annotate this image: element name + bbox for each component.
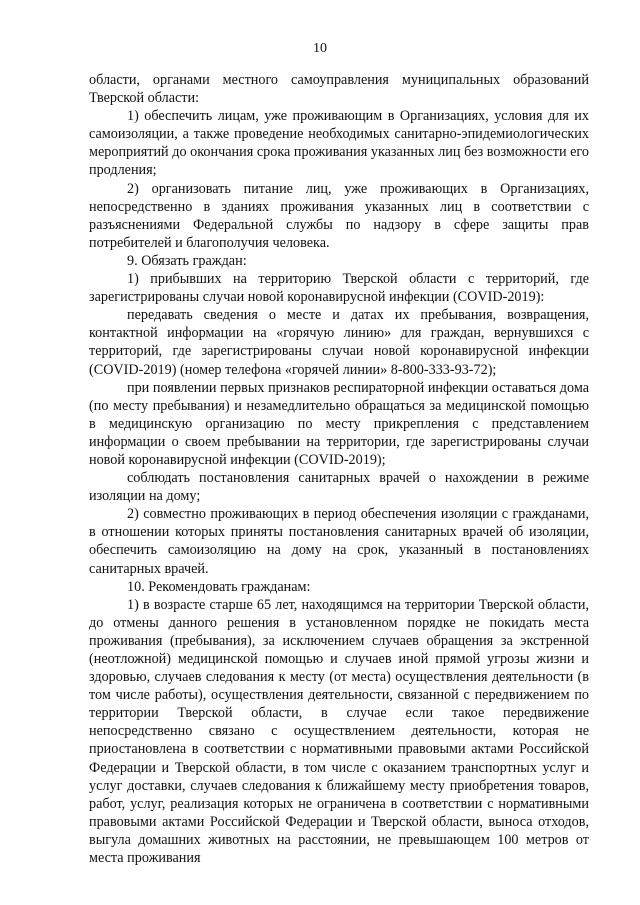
page-number: 10 (313, 41, 327, 56)
document-body (89, 71, 589, 867)
paragraph: передавать сведения о месте и датах их пребывания, возвращения, контактной информации на «горячую линию» для граждан, вернувшихся с территорий, где зарегистрированы случаи новой коронавирусной инфекции (COVID-2019) (номер телефона «горячей линии» 8-800-333-93-72); (89, 307, 589, 378)
paragraph: 2) совместно проживающих в период обеспечения изоляции с гражданами, в отношении которых приняты постановления санитарных врачей об изоляции, обеспечить самоизоляцию на дому на срок, указанный в постановлениях санитарных врачей. (89, 506, 589, 577)
paragraph: при появлении первых признаков респираторной инфекции оставаться дома (по месту пребывания) и незамедлительно обращаться за медицинской помощью в медицинскую организацию по месту прикрепления с представлением информации о своем пребывании на территории, где зарегистрированы случаи новой коронавирусной инфекции (COVID-2019); (89, 379, 589, 468)
section-heading: 10. Рекомендовать гражданам: (127, 578, 311, 595)
paragraph: 1) обеспечить лицам, уже проживающим в Организациях, условия для их самоизоляции, а также проведение необходимых санитарно-эпидемиологических мероприятий до окончания срока проживания указанных лиц без возможности его продления; (89, 108, 589, 179)
paragraph: 2) организовать питание лиц, уже проживающих в Организациях, непосредственно в зданиях проживания указанных лиц в соответствии с разъяснениями Федеральной службы по надзору в сфере защиты прав потребителей и благополучия человека. (89, 180, 589, 251)
section-heading: 9. Обязать граждан: (127, 252, 247, 269)
paragraph: области, органами местного самоуправления муниципальных образований Тверской области: (89, 72, 589, 107)
paragraph: соблюдать постановления санитарных врачей о нахождении в режиме изоляции на дому; (89, 470, 589, 505)
paragraph: 1) в возрасте старше 65 лет, находящимся на территории Тверской области, до отмены данного решения в установленном порядке не покидать места проживания (пребывания), за исключением случаев обращения за экстренной (неотложной) медицинской помощью и случаев иной прямой угрозы жизни и здоровью, случаев следования к месту (от места) осуществления деятельности (в том числе работы), осуществления деятельности, связанной с передвижением по территории Тверской области, в случае если такое передвижение непосредственно связано с осуществлением деятельности, которая не приостановлена в соответствии с нормативными правовыми актами Российской Федерации и Тверской области, в том числе с оказанием транспортных услуг и услуг доставки, случаев следования к ближайшему месту приобретения товаров, работ, услуг, реализация которых не ограничена в соответствии с нормативными правовыми актами Российской Федерации и Тверской области, выноса отходов, выгула домашних животных на расстоянии, не превышающем 100 метров от места проживания (89, 596, 589, 867)
paragraph: 1) прибывших на территорию Тверской области с территорий, где зарегистрированы случаи новой коронавирусной инфекции (COVID-2019): (89, 271, 589, 306)
